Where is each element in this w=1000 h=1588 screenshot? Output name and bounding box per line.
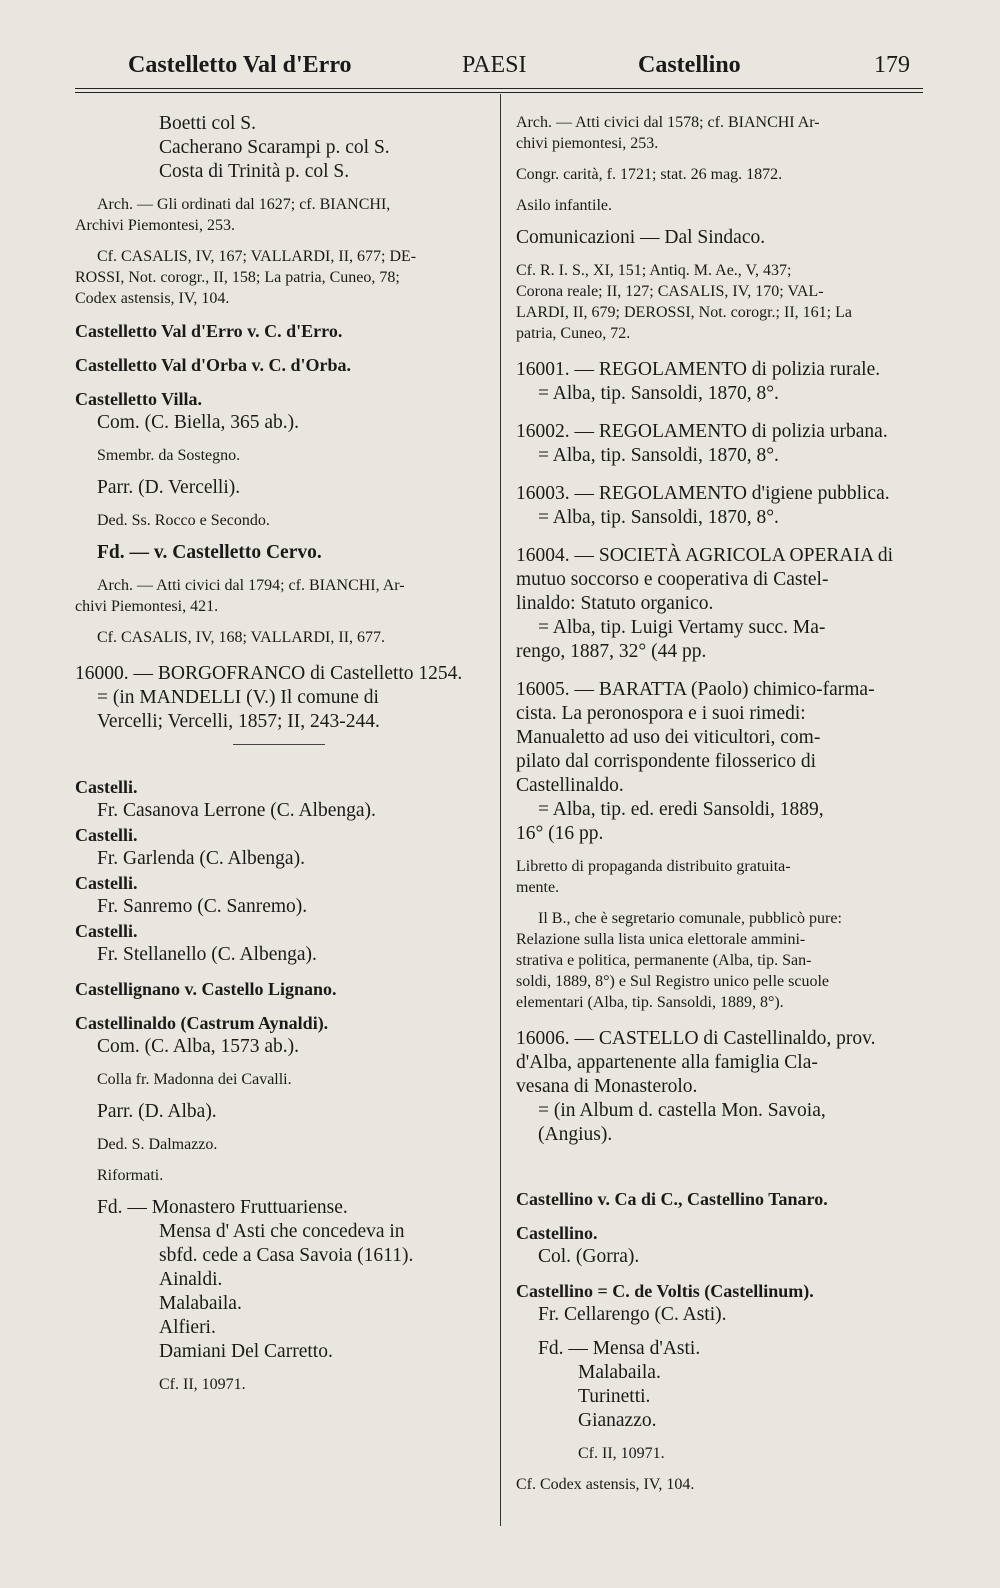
spacer <box>516 216 923 226</box>
text-line: 16006. — CASTELLO di Castellinaldo, prov. <box>516 1028 876 1049</box>
text-line: Cf. CASALIS, IV, 167; VALLARDI, II, 677; DE- <box>97 248 417 265</box>
spacer <box>75 1001 485 1011</box>
text-line: Col. (Gorra). <box>538 1246 640 1267</box>
text-line: soldi, 1889, 8°) e Sul Registro unico pelle scuole <box>516 973 830 990</box>
text-line: Castelli. <box>75 921 138 941</box>
spacer <box>75 500 485 510</box>
text-line: Castelletto Villa. <box>75 389 202 409</box>
spacer <box>516 1211 923 1221</box>
section-separator <box>233 744 325 745</box>
page-number: 179 <box>874 52 910 78</box>
text-line: Gianazzo. <box>578 1410 657 1431</box>
text-line: Alfieri. <box>159 1317 216 1338</box>
text-line: (Angius). <box>538 1124 613 1145</box>
spacer <box>75 343 485 353</box>
text-line: chivi piemontesi, 253. <box>516 135 659 152</box>
text-line: Costa di Trinità p. col S. <box>159 161 350 182</box>
text-line: Fd. — Mensa d'Asti. <box>538 1338 701 1359</box>
text-line: LARDI, II, 679; DEROSSI, Not. corogr.; II, 161; La <box>516 304 852 321</box>
spacer <box>516 344 923 358</box>
spacer <box>75 1090 485 1100</box>
spacer <box>75 531 485 541</box>
column-divider <box>500 94 501 1526</box>
text-line: d'Alba, appartenente alla famiglia Cla- <box>516 1052 818 1073</box>
text-line: 16003. — REGOLAMENTO d'igiene pubblica. <box>516 483 890 504</box>
text-line: Castellino = C. de Voltis (Castellinum). <box>516 1281 814 1301</box>
text-line: = Alba, tip. Luigi Vertamy succ. Ma- <box>538 617 826 638</box>
text-line: Cf. II, 10971. <box>159 1376 246 1393</box>
text-line: chivi Piemontesi, 421. <box>75 598 219 615</box>
spacer <box>516 250 923 260</box>
spacer <box>516 154 923 164</box>
text-line: Malabaila. <box>159 1293 242 1314</box>
text-line: Ded. S. Dalmazzo. <box>97 1136 218 1153</box>
text-line: Corona reale; II, 127; CASALIS, IV, 170; VAL- <box>516 283 824 300</box>
text-line: Arch. — Atti civici dal 1794; cf. BIANCHI, Ar- <box>97 577 405 594</box>
text-line: Ainaldi. <box>159 1269 223 1290</box>
text-line: Castelli. <box>75 777 138 797</box>
text-line: Malabaila. <box>578 1362 661 1383</box>
text-line: Il B., che è segretario comunale, pubblicò pure: <box>538 910 842 927</box>
text-line: Cf. II, 10971. <box>578 1445 665 1462</box>
spacer <box>516 1013 923 1027</box>
text-line: Fr. Cellarengo (C. Asti). <box>538 1304 727 1325</box>
text-line: patria, Cuneo, 72. <box>516 325 631 342</box>
text-line: 16000. — BORGOFRANCO di Castelletto 1254. <box>75 663 463 684</box>
spacer <box>75 1155 485 1165</box>
text-line: Arch. — Gli ordinati dal 1627; cf. BIANCHI, <box>97 196 391 213</box>
right-column <box>516 112 923 1495</box>
text-line: Castellino v. Ca di C., Castellino Tanaro. <box>516 1189 828 1209</box>
text-line: Parr. (D. Vercelli). <box>97 477 241 498</box>
text-line: Cacherano Scarampi p. col S. <box>159 137 390 158</box>
text-line: 16° (16 pp. <box>516 823 604 844</box>
spacer <box>75 236 485 246</box>
text-line: Libretto di propaganda distribuito gratuita- <box>516 858 791 875</box>
text-line: = Alba, tip. Sansoldi, 1870, 8°. <box>538 445 779 466</box>
text-line: Damiani Del Carretto. <box>159 1341 333 1362</box>
spacer <box>516 1327 923 1337</box>
text-line: Cf. Codex astensis, IV, 104. <box>516 1476 695 1493</box>
text-line: Archivi Piemontesi, 253. <box>75 217 235 234</box>
text-line: Castelli. <box>75 873 138 893</box>
spacer <box>75 1186 485 1196</box>
spacer <box>516 1147 923 1167</box>
header-right: Castellino <box>638 52 741 78</box>
text-line: Castelletto Val d'Erro v. C. d'Erro. <box>75 321 343 341</box>
text-line: Colla fr. Madonna dei Cavalli. <box>97 1071 292 1088</box>
text-line: Riformati. <box>97 1167 164 1184</box>
header-left: Castelletto Val d'Erro <box>128 52 352 78</box>
text-line: cista. La peronospora e i suoi rimedi: <box>516 703 806 724</box>
text-line: Comunicazioni — Dal Sindaco. <box>516 227 766 248</box>
spacer <box>516 898 923 908</box>
text-line: mente. <box>516 879 560 896</box>
spacer <box>75 755 485 775</box>
left-column <box>75 112 485 1395</box>
spacer <box>75 466 485 476</box>
spacer <box>75 565 485 575</box>
text-line: = Alba, tip. Sansoldi, 1870, 8°. <box>538 383 779 404</box>
text-line: Fr. Garlenda (C. Albenga). <box>97 848 305 869</box>
text-line: Smembr. da Sostegno. <box>97 447 241 464</box>
text-line: mutuo soccorso e cooperativa di Castel- <box>516 569 829 590</box>
spacer <box>516 406 923 420</box>
text-line: 16005. — BARATTA (Paolo) chimico-farma- <box>516 679 875 700</box>
text-line: Mensa d' Asti che concedeva in <box>159 1221 405 1242</box>
text-line: Vercelli; Vercelli, 1857; II, 243-244. <box>97 711 380 732</box>
text-line: Fr. Casanova Lerrone (C. Albenga). <box>97 800 376 821</box>
text-line: rengo, 1887, 32° (44 pp. <box>516 641 707 662</box>
text-line: Com. (C. Biella, 365 ab.). <box>97 412 300 433</box>
text-line: Manualetto ad uso dei viticultori, com- <box>516 727 821 748</box>
text-line: Codex astensis, IV, 104. <box>75 290 230 307</box>
spacer <box>516 1433 923 1443</box>
text-line: Congr. carità, f. 1721; stat. 26 mag. 1872. <box>516 166 783 183</box>
spacer <box>75 377 485 387</box>
text-line: Ded. Ss. Rocco e Secondo. <box>97 512 270 529</box>
text-line: Castellinaldo (Castrum Aynaldi). <box>75 1013 329 1033</box>
text-line: Fr. Stellanello (C. Albenga). <box>97 944 317 965</box>
text-line: = Alba, tip. ed. eredi Sansoldi, 1889, <box>538 799 824 820</box>
spacer <box>516 1464 923 1474</box>
running-header <box>0 50 1000 84</box>
spacer <box>516 1167 923 1187</box>
text-line: Parr. (D. Alba). <box>97 1101 217 1122</box>
text-line: Castellinaldo. <box>516 775 624 796</box>
spacer <box>75 184 485 194</box>
text-line: Boetti col S. <box>159 113 256 134</box>
spacer <box>75 648 485 662</box>
text-line: Relazione sulla lista unica elettorale ammini- <box>516 931 806 948</box>
text-line: 16004. — SOCIETÀ AGRICOLA OPERAIA di <box>516 545 894 566</box>
text-line: Castelletto Val d'Orba v. C. d'Orba. <box>75 355 352 375</box>
spacer <box>516 468 923 482</box>
text-line: 16001. — REGOLAMENTO di polizia rurale. <box>516 359 881 380</box>
spacer <box>75 1124 485 1134</box>
spacer <box>75 309 485 319</box>
spacer <box>516 185 923 195</box>
spacer <box>75 1364 485 1374</box>
header-rule-top <box>75 88 923 89</box>
spacer <box>516 846 923 856</box>
text-line: Fd. — Monastero Fruttuariense. <box>97 1197 348 1218</box>
spacer <box>516 530 923 544</box>
text-line: Fd. — v. Castelletto Cervo. <box>97 542 322 563</box>
text-line: = (in MANDELLI (V.) Il comune di <box>97 687 379 708</box>
spacer <box>516 1269 923 1279</box>
text-line: = Alba, tip. Sansoldi, 1870, 8°. <box>538 507 779 528</box>
text-line: Castellignano v. Castello Lignano. <box>75 979 337 999</box>
text-line: Cf. R. I. S., XI, 151; Antiq. M. Ae., V, 437; <box>516 262 792 279</box>
text-line: Castelli. <box>75 825 138 845</box>
header-rule-bottom <box>75 92 923 93</box>
text-line: vesana di Monasterolo. <box>516 1076 698 1097</box>
text-line: linaldo: Statuto organico. <box>516 593 714 614</box>
spacer <box>75 967 485 977</box>
text-line: ROSSI, Not. corogr., II, 158; La patria, Cuneo, 78; <box>75 269 400 286</box>
text-line: sbfd. cede a Casa Savoia (1611). <box>159 1245 414 1266</box>
text-line: 16002. — REGOLAMENTO di polizia urbana. <box>516 421 888 442</box>
text-line: Turinetti. <box>578 1386 651 1407</box>
spacer <box>75 617 485 627</box>
text-line: strativa e politica, permanente (Alba, tip. San- <box>516 952 812 969</box>
text-line: Asilo infantile. <box>516 197 612 214</box>
spacer <box>75 435 485 445</box>
header-center: PAESI <box>462 52 527 78</box>
text-line: = (in Album d. castella Mon. Savoia, <box>538 1100 826 1121</box>
text-line: elementari (Alba, tip. Sansoldi, 1889, 8°). <box>516 994 784 1011</box>
spacer <box>516 664 923 678</box>
text-line: Castellino. <box>516 1223 598 1243</box>
text-line: pilato dal corrispondente filosserico di <box>516 751 817 772</box>
text-line: Cf. CASALIS, IV, 168; VALLARDI, II, 677. <box>97 629 386 646</box>
text-line: Fr. Sanremo (C. Sanremo). <box>97 896 308 917</box>
spacer <box>75 1059 485 1069</box>
text-line: Arch. — Atti civici dal 1578; cf. BIANCHI Ar- <box>516 114 820 131</box>
text-line: Com. (C. Alba, 1573 ab.). <box>97 1036 300 1057</box>
